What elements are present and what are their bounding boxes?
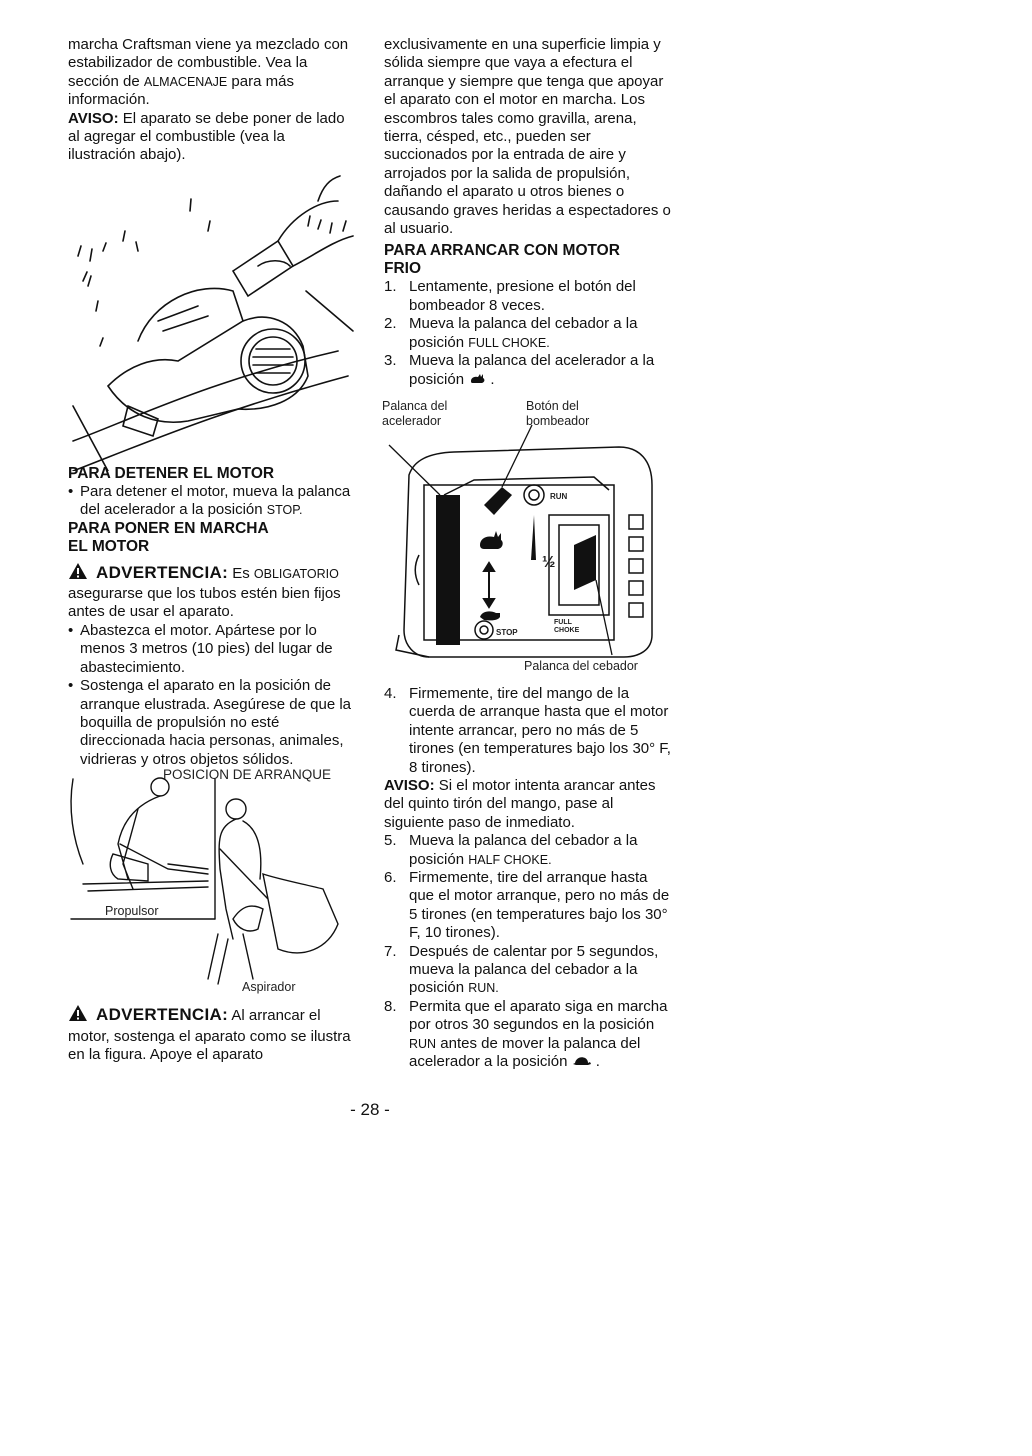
step-number: 3.: [384, 352, 397, 370]
start-position-drawing: [68, 769, 353, 994]
step-text: Lentamente, presione el botón del bombeador 8 veces.: [409, 278, 636, 314]
label-run: RUN: [550, 491, 568, 501]
step-text: Mueva la palanca del cebador a la posición: [409, 832, 638, 868]
rabbit-icon: [468, 372, 486, 391]
intro-end: para más información.: [68, 72, 294, 109]
step-1: [384, 278, 674, 315]
label-full-choke: [554, 619, 579, 635]
label-throttle: [382, 399, 447, 429]
warning-triangle-icon: [68, 562, 88, 585]
label-primer-line1: Botón del: [526, 398, 579, 413]
intro-paragraph: [68, 36, 353, 110]
step-number: 1.: [384, 278, 397, 296]
fueling-drawing: [68, 171, 358, 471]
aviso-fuel: [68, 110, 353, 165]
step-2: [384, 315, 674, 352]
step-number: 4.: [384, 684, 397, 702]
step-end: .: [486, 370, 495, 388]
steps-final: [384, 832, 674, 1072]
warning-text: Al arrancar el motor, sostenga el aparato como se ilustra en la figura. Apoye el aparato: [68, 1007, 351, 1063]
label-half: ½: [542, 553, 556, 571]
label-choke-lever: Palanca del cebador: [524, 658, 638, 673]
fig-label-propulsor: Propulsor: [105, 904, 159, 919]
fig-label-aspirador: Aspirador: [242, 980, 296, 995]
step-8: [384, 998, 674, 1073]
step-3: [384, 352, 674, 391]
step-text: Firmemente, tire del mango de la cuerda de arranque hasta que el motor intente arrancar, pero no más de 5 tirones (en temperatures bajo los 30° F, 8 tirones).: [409, 684, 671, 776]
step-7: [384, 943, 674, 998]
step-6: [384, 869, 674, 943]
start-heading-line2: EL MOTOR: [68, 537, 150, 555]
cold-steps-list: [384, 278, 674, 390]
step-text-2: antes de mover la palanca del acelerador a la posición: [409, 1034, 641, 1071]
warning-label: ADVERTENCIA:: [96, 562, 229, 582]
start-position-figure: [68, 769, 353, 994]
warning-caps: OBLIGATORIO: [253, 566, 339, 581]
step-caps: HALF CHOKE.: [468, 852, 552, 867]
aviso-text: Si el motor intenta arancar antes del quinto tirón del mango, pase al siguiente paso de inmediato.: [384, 776, 656, 831]
label-primer-line2: bombeador: [526, 413, 590, 428]
label-throttle-line2: acelerador: [382, 413, 442, 428]
step-5: [384, 832, 674, 869]
right-column: [384, 36, 674, 1072]
warning-start: [68, 1004, 353, 1064]
label-throttle-line1: Palanca del: [382, 398, 448, 413]
aviso-label: AVISO:: [68, 109, 119, 127]
step-text: Mueva la palanca del acelerador a la posición: [409, 352, 655, 388]
step-number: 5.: [384, 832, 397, 850]
intro-text: marcha Craftsman viene ya mezclado con estabilizador de combustible. Vea la sección de: [68, 36, 349, 90]
step-number: 8.: [384, 997, 397, 1015]
stop-bullet: [68, 483, 353, 520]
aviso-label: AVISO:: [384, 776, 435, 794]
page-number: - 28 -: [350, 1100, 390, 1119]
start-list: [68, 622, 353, 769]
step-text: Después de calentar por 5 segundos, mueva la palanca del cebador a la posición: [409, 942, 659, 997]
step-caps: RUN: [409, 1036, 437, 1051]
step-caps: RUN.: [468, 981, 499, 996]
label-primer: [526, 399, 589, 429]
stop-heading: PARA DETENER EL MOTOR: [68, 464, 275, 482]
step-4: [384, 685, 674, 777]
warning-text: asegurarse que los tubos estén bien fijos antes de usar el aparato.: [68, 585, 341, 621]
cold-start-heading: PARA ARRANCAR CON MOTOR FRIO: [384, 242, 620, 278]
step-text: Firmemente, tire del arranque hasta que el motor arranque, pero no más de 5 tirones (en temperatures bajo los 30° F, 10 tirones).: [409, 868, 670, 942]
step-number: 2.: [384, 315, 397, 333]
warning-label: ADVERTENCIA:: [96, 1005, 229, 1025]
step-number: 6.: [384, 868, 397, 886]
warning-tubes: [68, 562, 353, 622]
warning-es: Es: [228, 564, 254, 582]
fueling-illustration: [68, 171, 353, 471]
step-end: .: [591, 1053, 600, 1071]
warning-triangle-icon: [68, 1004, 88, 1027]
fig-title: POSICION DE ARRANQUE: [163, 767, 332, 783]
carburetor-diagram: [382, 398, 684, 675]
start-heading: [68, 520, 353, 556]
steps-continued: [384, 685, 674, 777]
turtle-icon: [572, 1054, 592, 1072]
label-stop: STOP: [496, 627, 518, 637]
carburetor-drawing: [384, 405, 684, 675]
stop-list: [68, 483, 353, 520]
start-heading-line1: PARA PONER EN MARCHA: [68, 519, 269, 537]
step-caps: FULL CHOKE.: [468, 335, 550, 350]
step-text: Mueva la palanca del cebador a la posición: [409, 315, 638, 351]
aviso-text: El aparato se debe poner de lado al agregar el combustible (vea la ilustración abajo).: [68, 109, 345, 164]
bullet-hold: • Sostenga el aparato en la posición de arranque elustrada. Asegúrese de que la boquilla de propulsión no esté direccionada hacia personas, animales, vidrieras y otros objetos sólidos.: [68, 677, 353, 769]
aviso-second: [384, 777, 674, 832]
continued-paragraph: exclusivamente en una superficie limpia y sólida siempre que vaya a efectura el arranque y siempre que tenga que apoyar el aparato con el motor en marcha. Los escombros tales como gravilla, arena, tierra, césped, etc., pueden ser succionados por la entrada de aire y arrojados por la salida de propulsión, dañando el aparato u otros bienes o causando graves heridas a espectadores o al usuario.: [384, 36, 671, 238]
stop-bullet-text: Para detener el motor, mueva la palanca del acelerador a la posición: [80, 482, 351, 519]
intro-caps: ALMACENAJE: [143, 74, 228, 89]
step-text: Permita que el aparato siga en marcha por otros 30 segundos en la posición: [409, 997, 668, 1034]
label-full: FULL: [554, 618, 572, 626]
label-choke: CHOKE: [554, 626, 580, 634]
left-column: [68, 36, 353, 1064]
stop-caps: STOP.: [266, 503, 303, 518]
step-number: 7.: [384, 942, 397, 960]
bullet-fuel: • Abastezca el motor. Apártese por lo menos 3 metros (10 pies) del lugar de abastecimiento.: [68, 622, 353, 677]
